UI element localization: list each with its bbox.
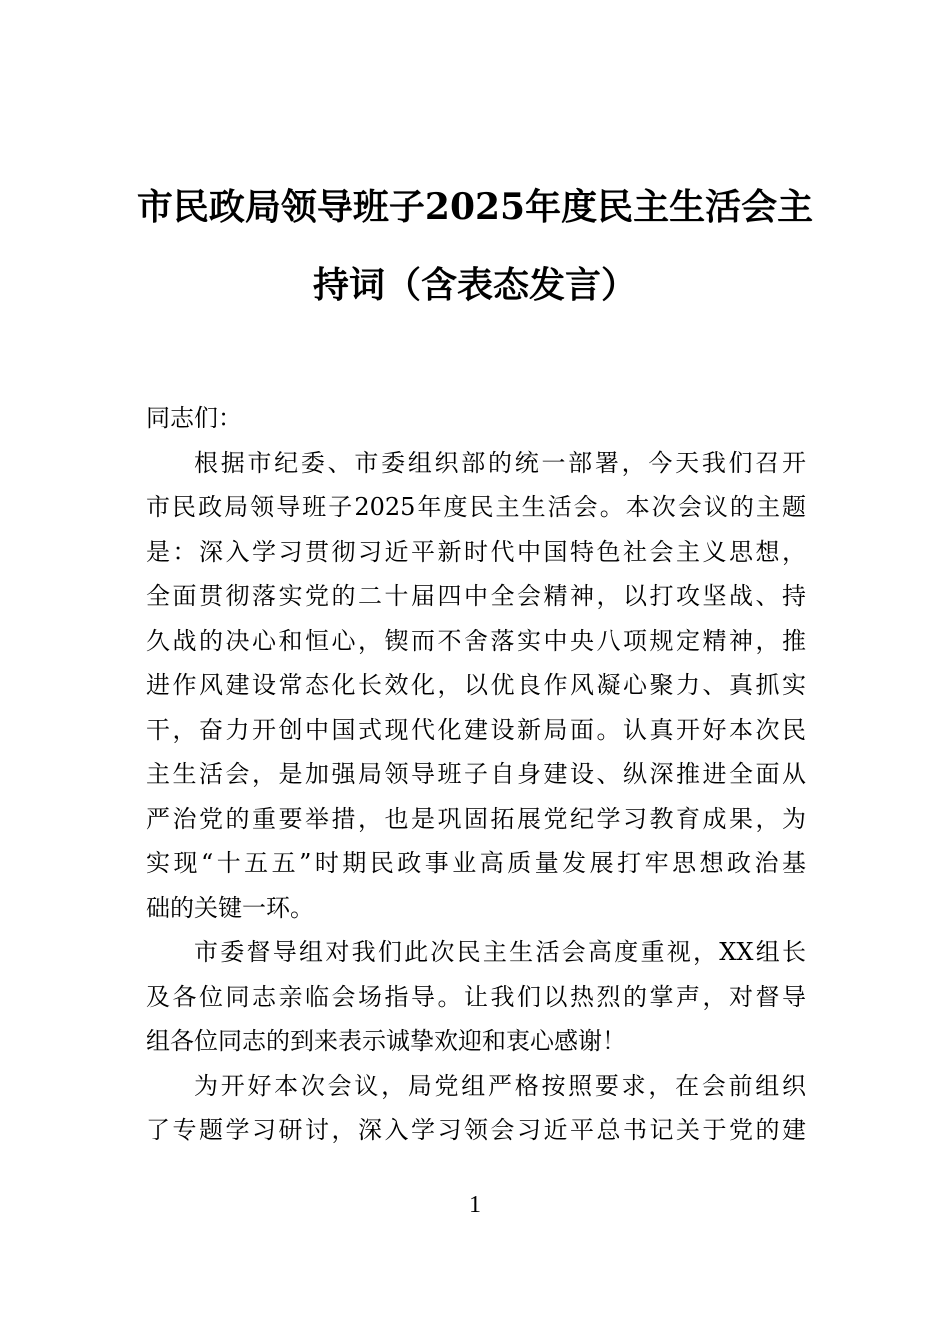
salutation: 同志们： [146, 404, 242, 432]
paragraph-line: 根据市纪委、市委组织部的统一部署，今天我们召开 [194, 448, 806, 477]
paragraph-line: 实现“十五五”时期民政事业高质量发展打牢思想政治基 [146, 849, 806, 877]
paragraph-line: 严治党的重要举措，也是巩固拓展党纪学习教育成果，为 [146, 804, 806, 833]
paragraph-line: 为开好本次会议，局党组严格按照要求，在会前组织 [194, 1071, 806, 1100]
paragraph-line: 是：深入学习贯彻习近平新时代中国特色社会主义思想， [146, 537, 806, 566]
paragraph-line: 础的关键一环。 [146, 893, 314, 922]
paragraph-line: 了专题学习研讨，深入学习领会习近平总书记关于党的建 [146, 1116, 806, 1144]
document-body [146, 396, 806, 1153]
document-title [120, 168, 830, 324]
paragraph-2 [146, 930, 806, 1064]
title-line-2: 持词（含表态发言） [312, 264, 637, 306]
paragraph-line: 市委督导组对我们此次民主生活会高度重视，XX组长 [194, 938, 806, 966]
paragraph-line: 主生活会，是加强局领导班子自身建设、纵深推进全面从 [146, 760, 806, 788]
paragraph-line: 干，奋力开创中国式现代化建设新局面。认真开好本次民 [146, 715, 806, 744]
paragraph-line: 市民政局领导班子2025年度民主生活会。本次会议的主题 [146, 493, 806, 521]
paragraph-3 [146, 1064, 806, 1153]
page-number: 1 [469, 1192, 481, 1218]
paragraph-line: 及各位同志亲临会场指导。让我们以热烈的掌声，对督导 [146, 982, 806, 1011]
paragraph-line: 久战的决心和恒心，锲而不舍落实中央八项规定精神，推 [146, 626, 806, 655]
paragraph-1 [146, 441, 806, 931]
paragraph-line: 组各位同志的到来表示诚挚欢迎和衷心感谢！ [146, 1027, 626, 1055]
title-line-1: 市民政局领导班子2025年度民主生活会主 [136, 186, 814, 228]
paragraph-line: 全面贯彻落实党的二十届四中全会精神，以打攻坚战、持 [146, 582, 806, 610]
paragraph-line: 进作风建设常态化长效化，以优良作风凝心聚力、真抓实 [146, 671, 806, 699]
